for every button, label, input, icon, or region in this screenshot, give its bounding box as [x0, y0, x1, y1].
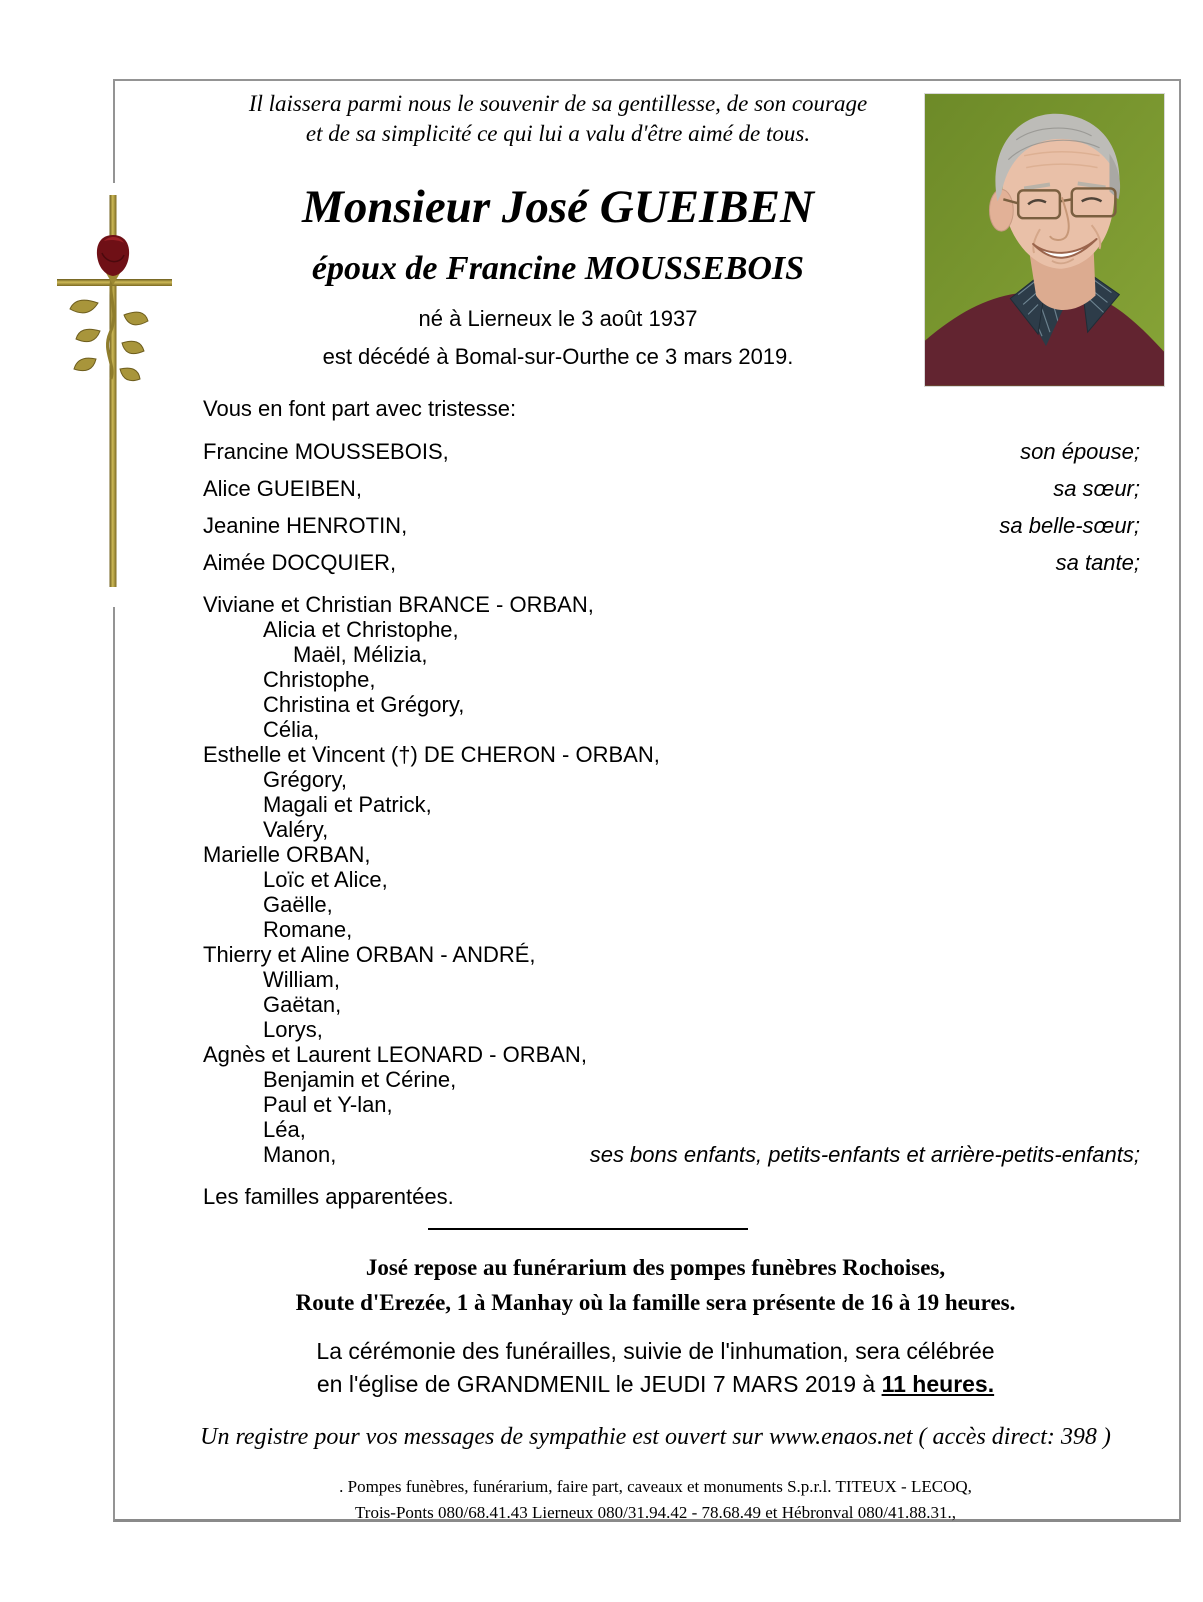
family-member-line — [203, 1142, 1140, 1167]
family-member-name: Léa, — [263, 1117, 306, 1142]
relative-name: Jeanine HENROTIN, — [203, 513, 408, 538]
memorial-quote — [113, 89, 1003, 149]
relative-row — [203, 440, 1140, 464]
relative-name: Francine MOUSSEBOIS, — [203, 439, 449, 464]
cross-svg — [36, 183, 188, 607]
family-member-line — [203, 642, 1140, 667]
separator-line — [428, 1228, 748, 1230]
relatives-list — [203, 440, 1140, 588]
relative-relation-label: sa belle-sœur; — [999, 513, 1140, 538]
family-member-line — [203, 1067, 1140, 1092]
family-member-name: Gaëtan, — [263, 992, 342, 1017]
ceremony-time: 11 heures. — [881, 1371, 995, 1397]
ceremony-line1: La cérémonie des funérailles, suivie de l'inhumation, sera célébrée — [316, 1338, 995, 1364]
family-member-line — [203, 992, 1140, 1017]
family-member-name: Esthelle et Vincent (†) DE CHERON - ORBAN, — [203, 742, 660, 767]
family-member-name: Valéry, — [263, 817, 329, 842]
memorial-quote-line1: Il laissera parmi nous le souvenir de sa gentillesse, de son courage — [248, 91, 868, 116]
relative-row — [203, 551, 1140, 575]
relative-name: Alice GUEIBEN, — [203, 476, 362, 501]
family-member-name: Agnès et Laurent LEONARD - ORBAN, — [203, 1042, 587, 1067]
relative-relation-label: son épouse; — [1020, 439, 1140, 464]
footer-line2: Trois-Ponts 080/68.41.43 Lierneux 080/31.94.42 - 78.68.49 et Hébronval 080/41.88.31., — [355, 1503, 956, 1522]
family-member-line — [203, 1042, 1140, 1067]
family-member-name: Thierry et Aline ORBAN - ANDRÉ, — [203, 942, 536, 967]
family-member-name: Gaëlle, — [263, 892, 333, 917]
funeral-home-footer — [113, 1474, 1198, 1526]
family-member-name: Manon, — [263, 1142, 337, 1167]
family-member-name: Alicia et Christophe, — [263, 617, 459, 642]
spouse-line: époux de Francine MOUSSEBOIS — [311, 250, 805, 287]
family-member-name: Célia, — [263, 717, 320, 742]
closing-line: Les familles apparentées. — [203, 1184, 454, 1209]
family-member-line — [203, 967, 1140, 992]
family-member-name: Grégory, — [263, 767, 347, 792]
family-member-line — [203, 792, 1140, 817]
family-member-line — [203, 742, 1140, 767]
family-member-line — [203, 942, 1140, 967]
register-line: Un registre pour vos messages de sympathie est ouvert sur www.enaos.net ( accès direct: 398 ) — [200, 1424, 1111, 1450]
ceremony-info — [113, 1335, 1198, 1401]
family-member-line — [203, 692, 1140, 717]
relative-row — [203, 514, 1140, 538]
ceremony-line2 — [113, 1368, 1198, 1401]
ceremony-line2-prefix: en l'église de GRANDMENIL le JEUDI 7 MARS 2019 à — [316, 1371, 882, 1397]
family-list — [203, 592, 1140, 1167]
family-member-line — [203, 617, 1140, 642]
family-member-name: Lorys, — [263, 1017, 323, 1042]
family-member-line — [203, 667, 1140, 692]
family-member-name: Viviane et Christian BRANCE - ORBAN, — [203, 592, 594, 617]
family-member-name: William, — [263, 967, 340, 992]
family-member-line — [203, 1092, 1140, 1117]
family-member-line — [203, 1117, 1140, 1142]
family-member-line — [203, 917, 1140, 942]
relative-row — [203, 477, 1140, 501]
family-member-line — [203, 1017, 1140, 1042]
relative-relation-label: sa tante; — [1055, 550, 1140, 575]
repose-info — [113, 1250, 1198, 1320]
family-relation-label: ses bons enfants, petits-enfants et arrière-petits-enfants; — [589, 1142, 1140, 1167]
announcement-intro: Vous en font part avec tristesse: — [203, 396, 517, 421]
family-member-name: Christina et Grégory, — [263, 692, 465, 717]
family-member-name: Romane, — [263, 917, 353, 942]
family-member-line — [203, 892, 1140, 917]
family-member-name: Paul et Y-lan, — [263, 1092, 393, 1117]
family-member-line — [203, 817, 1140, 842]
gold-cross-with-rose-icon — [36, 183, 188, 607]
footer-line1: . Pompes funèbres, funérarium, faire part, caveaux et monuments S.p.r.l. TITEUX - LECOQ, — [339, 1477, 972, 1496]
family-member-name: Christophe, — [263, 667, 376, 692]
birth-line: né à Lierneux le 3 août 1937 — [418, 306, 698, 331]
memorial-quote-line2: et de sa simplicité ce qui lui a valu d'être aimé de tous. — [305, 121, 811, 146]
family-member-line — [203, 842, 1140, 867]
repose-line1: José repose au funérarium des pompes funèbres Rochoises, — [365, 1255, 946, 1280]
relative-relation-label: sa sœur; — [1053, 476, 1140, 501]
family-member-line — [203, 867, 1140, 892]
death-line: est décédé à Bomal-sur-Ourthe ce 3 mars 2019. — [322, 344, 794, 369]
family-member-name: Benjamin et Cérine, — [263, 1067, 457, 1092]
deceased-name-title: Monsieur José GUEIBEN — [302, 181, 814, 233]
repose-line2: Route d'Erezée, 1 à Manhay où la famille sera présente de 16 à 19 heures. — [295, 1290, 1016, 1315]
family-member-name: Loïc et Alice, — [263, 867, 388, 892]
family-member-line — [203, 767, 1140, 792]
family-member-name: Marielle ORBAN, — [203, 842, 371, 867]
family-member-line — [203, 592, 1140, 617]
family-member-line — [203, 717, 1140, 742]
family-member-name: Maël, Mélizia, — [293, 642, 428, 667]
family-member-name: Magali et Patrick, — [263, 792, 432, 817]
relative-name: Aimée DOCQUIER, — [203, 550, 397, 575]
